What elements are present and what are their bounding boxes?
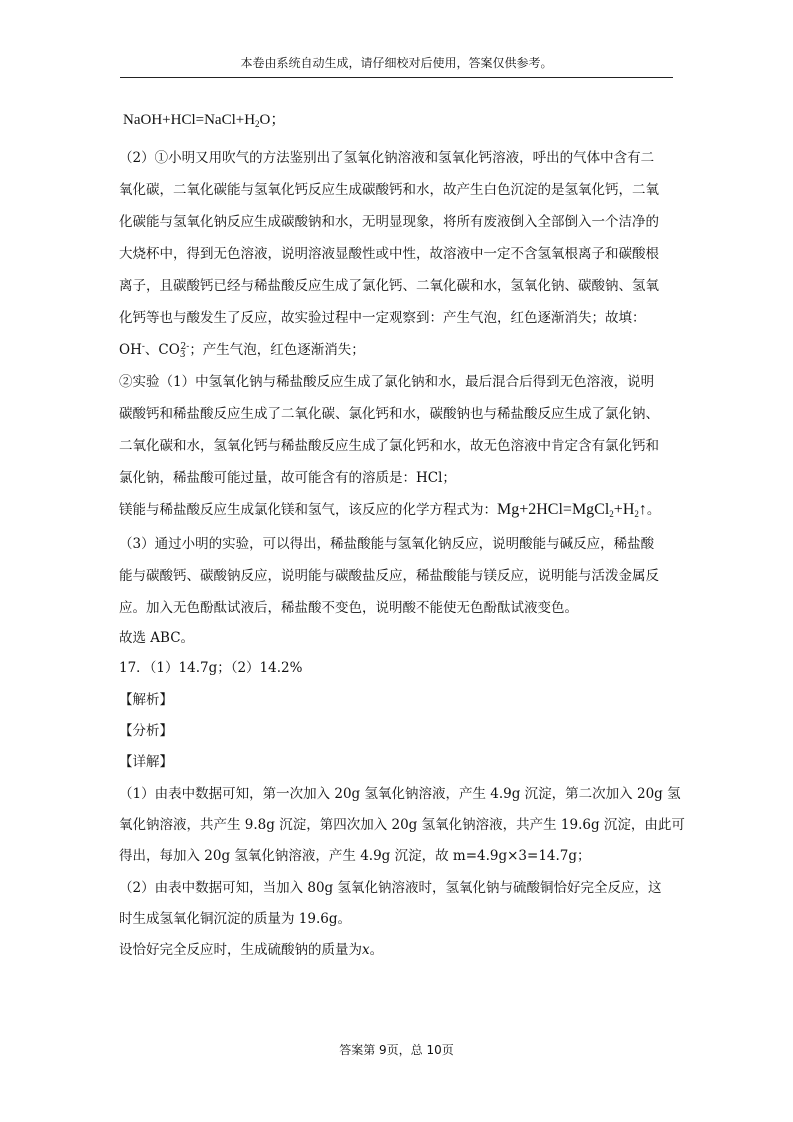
paragraph-line: （2）①小明又用吹气的方法鉴别出了氢氧化钠溶液和氢氧化钙溶液，呼出的气体中含有二 — [119, 150, 655, 166]
paragraph-line: 氧化钠溶液，共产生 9.8g 沉淀，第四次加入 20g 氢氧化钠溶液，共产生 19.6g 沉淀，由此可 — [119, 817, 685, 833]
paragraph-line: 时生成氢氧化铜沉淀的质量为 19.6g。 — [119, 911, 351, 927]
paragraph-line: ②实验（1）中氢氧化钠与稀盐酸反应生成了氯化钠和水，最后混合后得到无色溶液，说明 — [119, 374, 655, 390]
paragraph-line: 化碳能与氢氧化钠反应生成碳酸钠和水，无明显现象，将所有废液倒入全部倒入一个洁净的 — [119, 214, 659, 230]
equation-naoh-hcl: $NaOH+HCl=NaCl+H_2O$； — [123, 112, 286, 129]
paragraph-line: 得出，每加入 20g 氢氧化钠溶液，产生 4.9g 沉淀，故 m=4.9g×3=14.7g； — [119, 848, 591, 864]
paragraph-line: 碳酸钙和稀盐酸反应生成了二氧化碳、氯化钙和水，碳酸钠也与稀盐酸反应生成了氯化钠、 — [119, 406, 659, 422]
question-17-answer: 17．（1）14.7g；（2）14.2% — [119, 660, 303, 676]
paragraph-line: 氯化钠，稀盐酸可能过量，故可能含有的溶质是：HCl； — [119, 470, 456, 486]
paragraph-line: 二氧化碳和水，氢氧化钙与稀盐酸反应生成了氯化钙和水，故无色溶液中肯定含有氯化钙和 — [119, 438, 659, 454]
paragraph-line: 应。加入无色酚酞试液后，稀盐酸不变色，说明酸不能使无色酚酞试液变色。 — [119, 600, 578, 616]
paragraph-line: 能与碳酸钙、碳酸钠反应，说明能与碳酸盐反应，稀盐酸能与镁反应，说明能与活泼金属反 — [119, 568, 659, 584]
mg-equation: $Mg+2HCl=MgCl_2+H_2↑$ — [497, 501, 647, 519]
mg-reaction-line: 镁能与稀盐酸反应生成氯化镁和氢气，该反应的化学方程式为：$Mg+2HCl=MgCl_2+H_2↑$。 — [119, 501, 661, 519]
paragraph-line: 离子，且碳酸钙已经与稀盐酸反应生成了氯化钙、二氧化碳和水，氢氧化钠、碳酸钠、氢氧 — [119, 278, 659, 294]
paragraph-line: 化钙等也与酸发生了反应，故实验过程中一定观察到：产生气泡，红色逐渐消失；故填： — [119, 310, 646, 326]
final-line: 设恰好完全反应时，生成硫酸钠的质量为x。 — [119, 942, 384, 958]
paragraph-line: 氧化碳，二氧化碳能与氢氧化钙反应生成碳酸钙和水，故产生白色沉淀的是氢氧化钙，二氧 — [119, 182, 659, 198]
page-footer: 答案第 9页，总 10页 — [339, 1043, 454, 1057]
paragraph-line: （2）由表中数据可知，当加入 80g 氢氧化钠溶液时，氢氧化钠与硫酸铜恰好完全反应，这 — [119, 880, 662, 896]
paragraph-line: 大烧杯中，得到无色溶液，说明溶液显酸性或中性，故溶液中一定不含氢氧根离子和碳酸根 — [119, 246, 659, 262]
ion-answer-line: OH-、$CO_3^{2-}$；产生气泡，红色逐渐消失； — [119, 342, 365, 360]
choice-answer: 故选 ABC。 — [119, 630, 195, 646]
label-xiangjie: 【详解】 — [119, 754, 173, 770]
paragraph-line: （1）由表中数据可知，第一次加入 20g 氢氧化钠溶液，产生 4.9g 沉淀，第二次加入 20g 氢 — [119, 786, 681, 802]
paragraph-line: （3）通过小明的实验，可以得出，稀盐酸能与氢氧化钠反应，说明酸能与碱反应，稀盐酸 — [119, 536, 655, 552]
label-fenxi: 【分析】 — [119, 723, 173, 739]
page-header: 本卷由系统自动生成，请仔细校对后使用，答案仅供参考。 — [120, 54, 673, 78]
label-jiexi: 【解析】 — [119, 692, 173, 708]
